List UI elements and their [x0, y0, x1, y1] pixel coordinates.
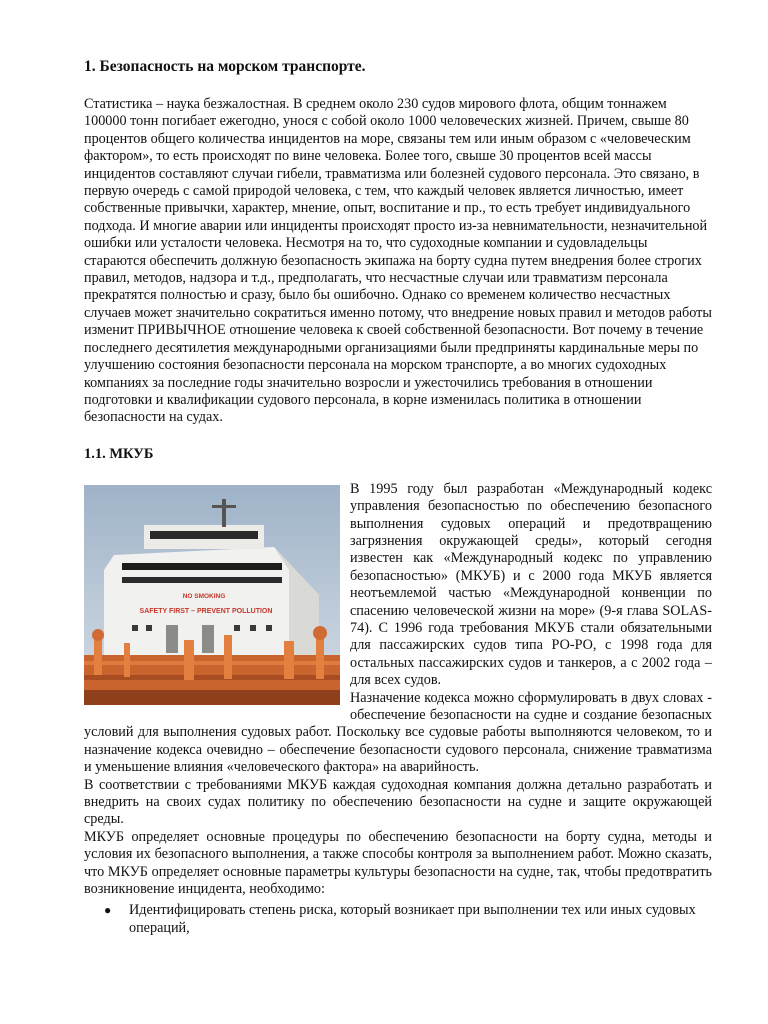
mkub-intro-text: В 1995 году был разработан «Международный кодекс управления безопасностью по обеспечению безопасного выполнения судовых операций и предотвращению загрязнения окружающей среды», который сегодня известен как «Международный кодекс по управлению безопасностью» (МКУБ) и с 2000 года МКУБ является неотъемлемой частью «Международной конвенции по спасению человеческой жизни на море» (9-я глава SOLAS-74). С 1996 года требования МКУБ стали обязательными для пассажирских судов типа РО-РО, с 1998 года для остальных пассажирских судов и танкеров, а с 2002 года – для всех судов. [350, 480, 712, 689]
bridge-windows [150, 531, 258, 539]
safety-first-sign: SAFETY FIRST – PREVENT POLLUTION [139, 607, 273, 615]
mkub-purpose-text: Назначение кодекса можно сформулировать в двух словах - обеспечение безопасности на судне и создание безопасных условий для выполнения судовых работ. Поскольку все судовые работы выполняются человеком, то и назначение кодекса очевидно – обеспечение безопасности судового персонала, снижение травматизма и уменьшение влияния «человеческого фактора» на аварийность. [84, 689, 712, 776]
mkub-intro-paragraph [84, 481, 712, 829]
list-item [84, 902, 712, 937]
mkub-procedures-paragraph: МКУБ определяет основные процедуры по обеспечению безопасности на борту судна, методы и условия их безопасного выполнения, а также способы контроля за выполнением работ. Можно сказать, что МКУБ определяет основные параметры культуры безопасности на судне, так, чтобы предотвратить возникновение инцидента, необходимо: [84, 828, 712, 898]
list-item-text: Идентифицировать степень риска, который возникает при выполнении тех или иных судовых операций, [129, 902, 696, 936]
section-1-1-heading: 1.1. МКУБ [84, 445, 154, 462]
window-row-2 [122, 577, 282, 583]
mast [222, 499, 226, 527]
door-left [166, 625, 178, 653]
no-smoking-sign: NO SMOKING [182, 592, 226, 600]
door-right [202, 625, 214, 653]
bullet-icon: ● [104, 903, 112, 918]
window-row-1 [122, 563, 282, 570]
section-1-paragraph: Статистика – наука безжалостная. В среднем около 230 судов мирового флота, общим тоннажем 100000 тонн погибает ежегодно, унося с собой около 1000 человеческих жизней. Причем, свыше 80 процентов общего количества инцидентов на море, связаны тем или иным образом с «человеческим фактором», то есть происходят по вине человека. Более того, свыше 30 процентов всей массы инцидентов составляют случаи гибели, травматизма или болезней судового персонала. Это связано, в первую очередь с самой природой человека, с тем, что каждый человек является личностью, имеет собственные привычки, характер, мнение, опыт, воспитание и пр., то есть требует индивидуального подхода. И многие аварии или инциденты происходят просто из-за невнимательности, незначительной ошибки или усталости человека. Несмотря на то, что судоходные компании и судовладельцы стараются обеспечить должную безопасность экипажа на борту судна путем внедрения более строгих правил, методов, надзора и т.д., предполагать, что несчастные случаи или травматизм персонала прекратятся полностью и сразу, было бы ошибочно. Однако со временем количество несчастных случаев может значительно сократиться именно потому, что внедрение новых правил и методов работы изменит ПРИВЫЧНОЕ отношение человека к своей собственной безопасности. Вот почему в течение последнего десятилетия международными организациями были предприняты кардинальные меры по улучшению состояния безопасности персонала на морском транспорте, а во многих судоходных компаниях за последние годы значительно возросли и ужесточились требования в отношении подготовки и квалификации судового персонала, в корне изменилась политика в отношении безопасности на судах. [84, 96, 712, 426]
section-1-heading: 1. Безопасность на морском транспорте. [84, 58, 366, 75]
risk-list [84, 902, 712, 937]
ship-illustration [84, 485, 340, 705]
mkub-requirements-text: В соответствии с требованиями МКУБ каждая судоходная компания должна детально разработать и внедрить на своих судах политику по обеспечению безопасности на судне и защите окружающей среды. [84, 776, 712, 828]
document-page [84, 58, 712, 937]
ship-photo [84, 485, 340, 705]
